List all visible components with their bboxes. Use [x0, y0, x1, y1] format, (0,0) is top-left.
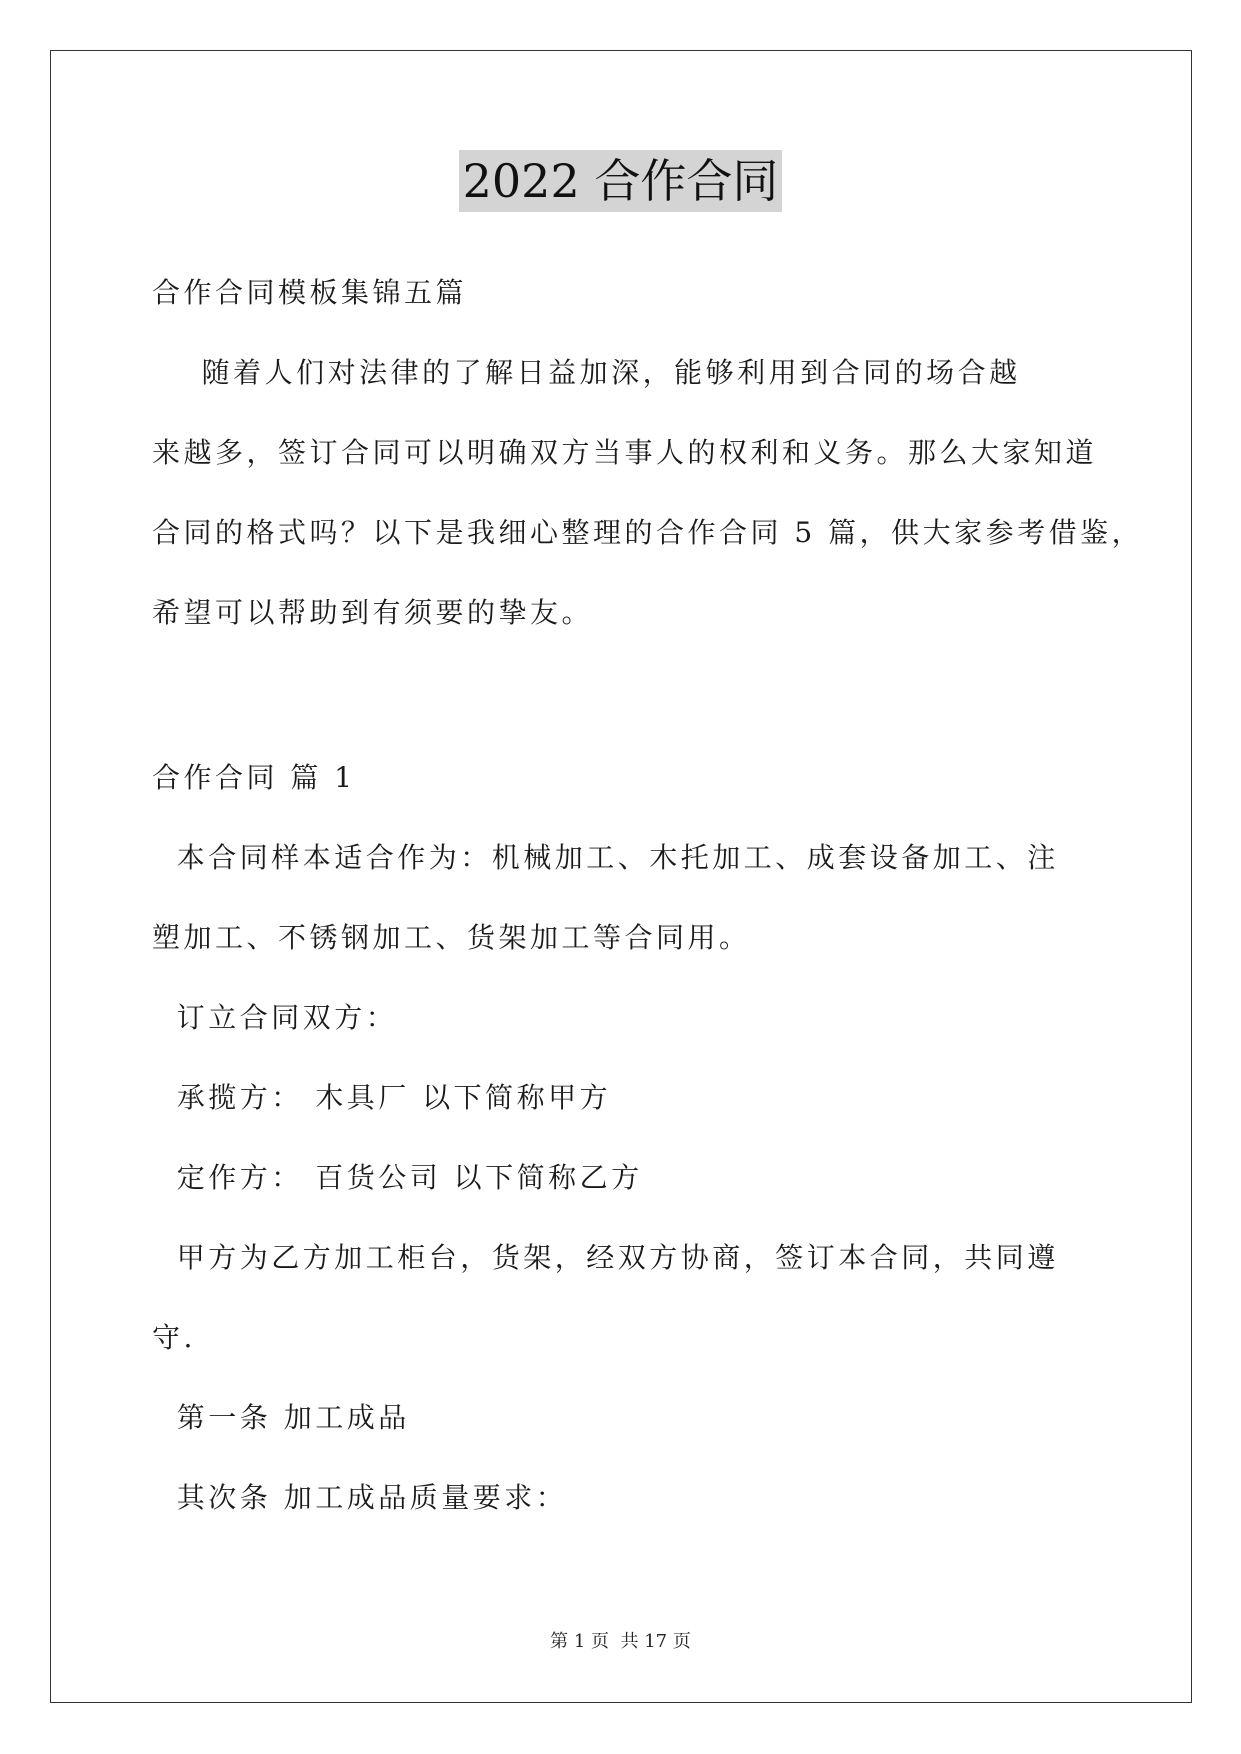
section-heading: 合作合同 篇 1	[152, 761, 356, 794]
body-line-4: 承揽方： 木具厂 以下简称甲方	[152, 1081, 612, 1114]
document-title: 2022 合作合同	[459, 150, 783, 212]
body-line-3: 订立合同双方：	[152, 1001, 398, 1034]
body-line-1: 本合同样本适合作为：机械加工、木托加工、成套设备加工、注	[152, 841, 1059, 874]
document-subtitle: 合作合同模板集锦五篇	[152, 276, 468, 309]
body-line-6: 甲方为乙方加工柜台，货架，经双方协商，签订本合同，共同遵	[152, 1241, 1059, 1274]
title-container	[0, 150, 1241, 212]
intro-line-1: 随着人们对法律的了解日益加深，能够利用到合同的场合越	[152, 356, 1021, 389]
body-line-7: 守.	[152, 1321, 196, 1354]
body-line-2: 塑加工、不锈钢加工、货架加工等合同用。	[152, 921, 751, 954]
body-line-5: 定作方： 百货公司 以下简称乙方	[152, 1161, 643, 1194]
body-line-9: 其次条 加工成品质量要求：	[152, 1481, 568, 1514]
intro-line-2: 来越多，签订合同可以明确双方当事人的权利和义务。那么大家知道	[152, 436, 1098, 469]
intro-line-3: 合同的格式吗？以下是我细心整理的合作合同 5 篇，供大家参考借鉴，	[152, 516, 1144, 549]
page-number-footer: 第 1 页 共 17 页	[550, 1631, 691, 1652]
intro-line-4: 希望可以帮助到有须要的挚友。	[152, 596, 594, 629]
body-line-8: 第一条 加工成品	[152, 1401, 410, 1434]
